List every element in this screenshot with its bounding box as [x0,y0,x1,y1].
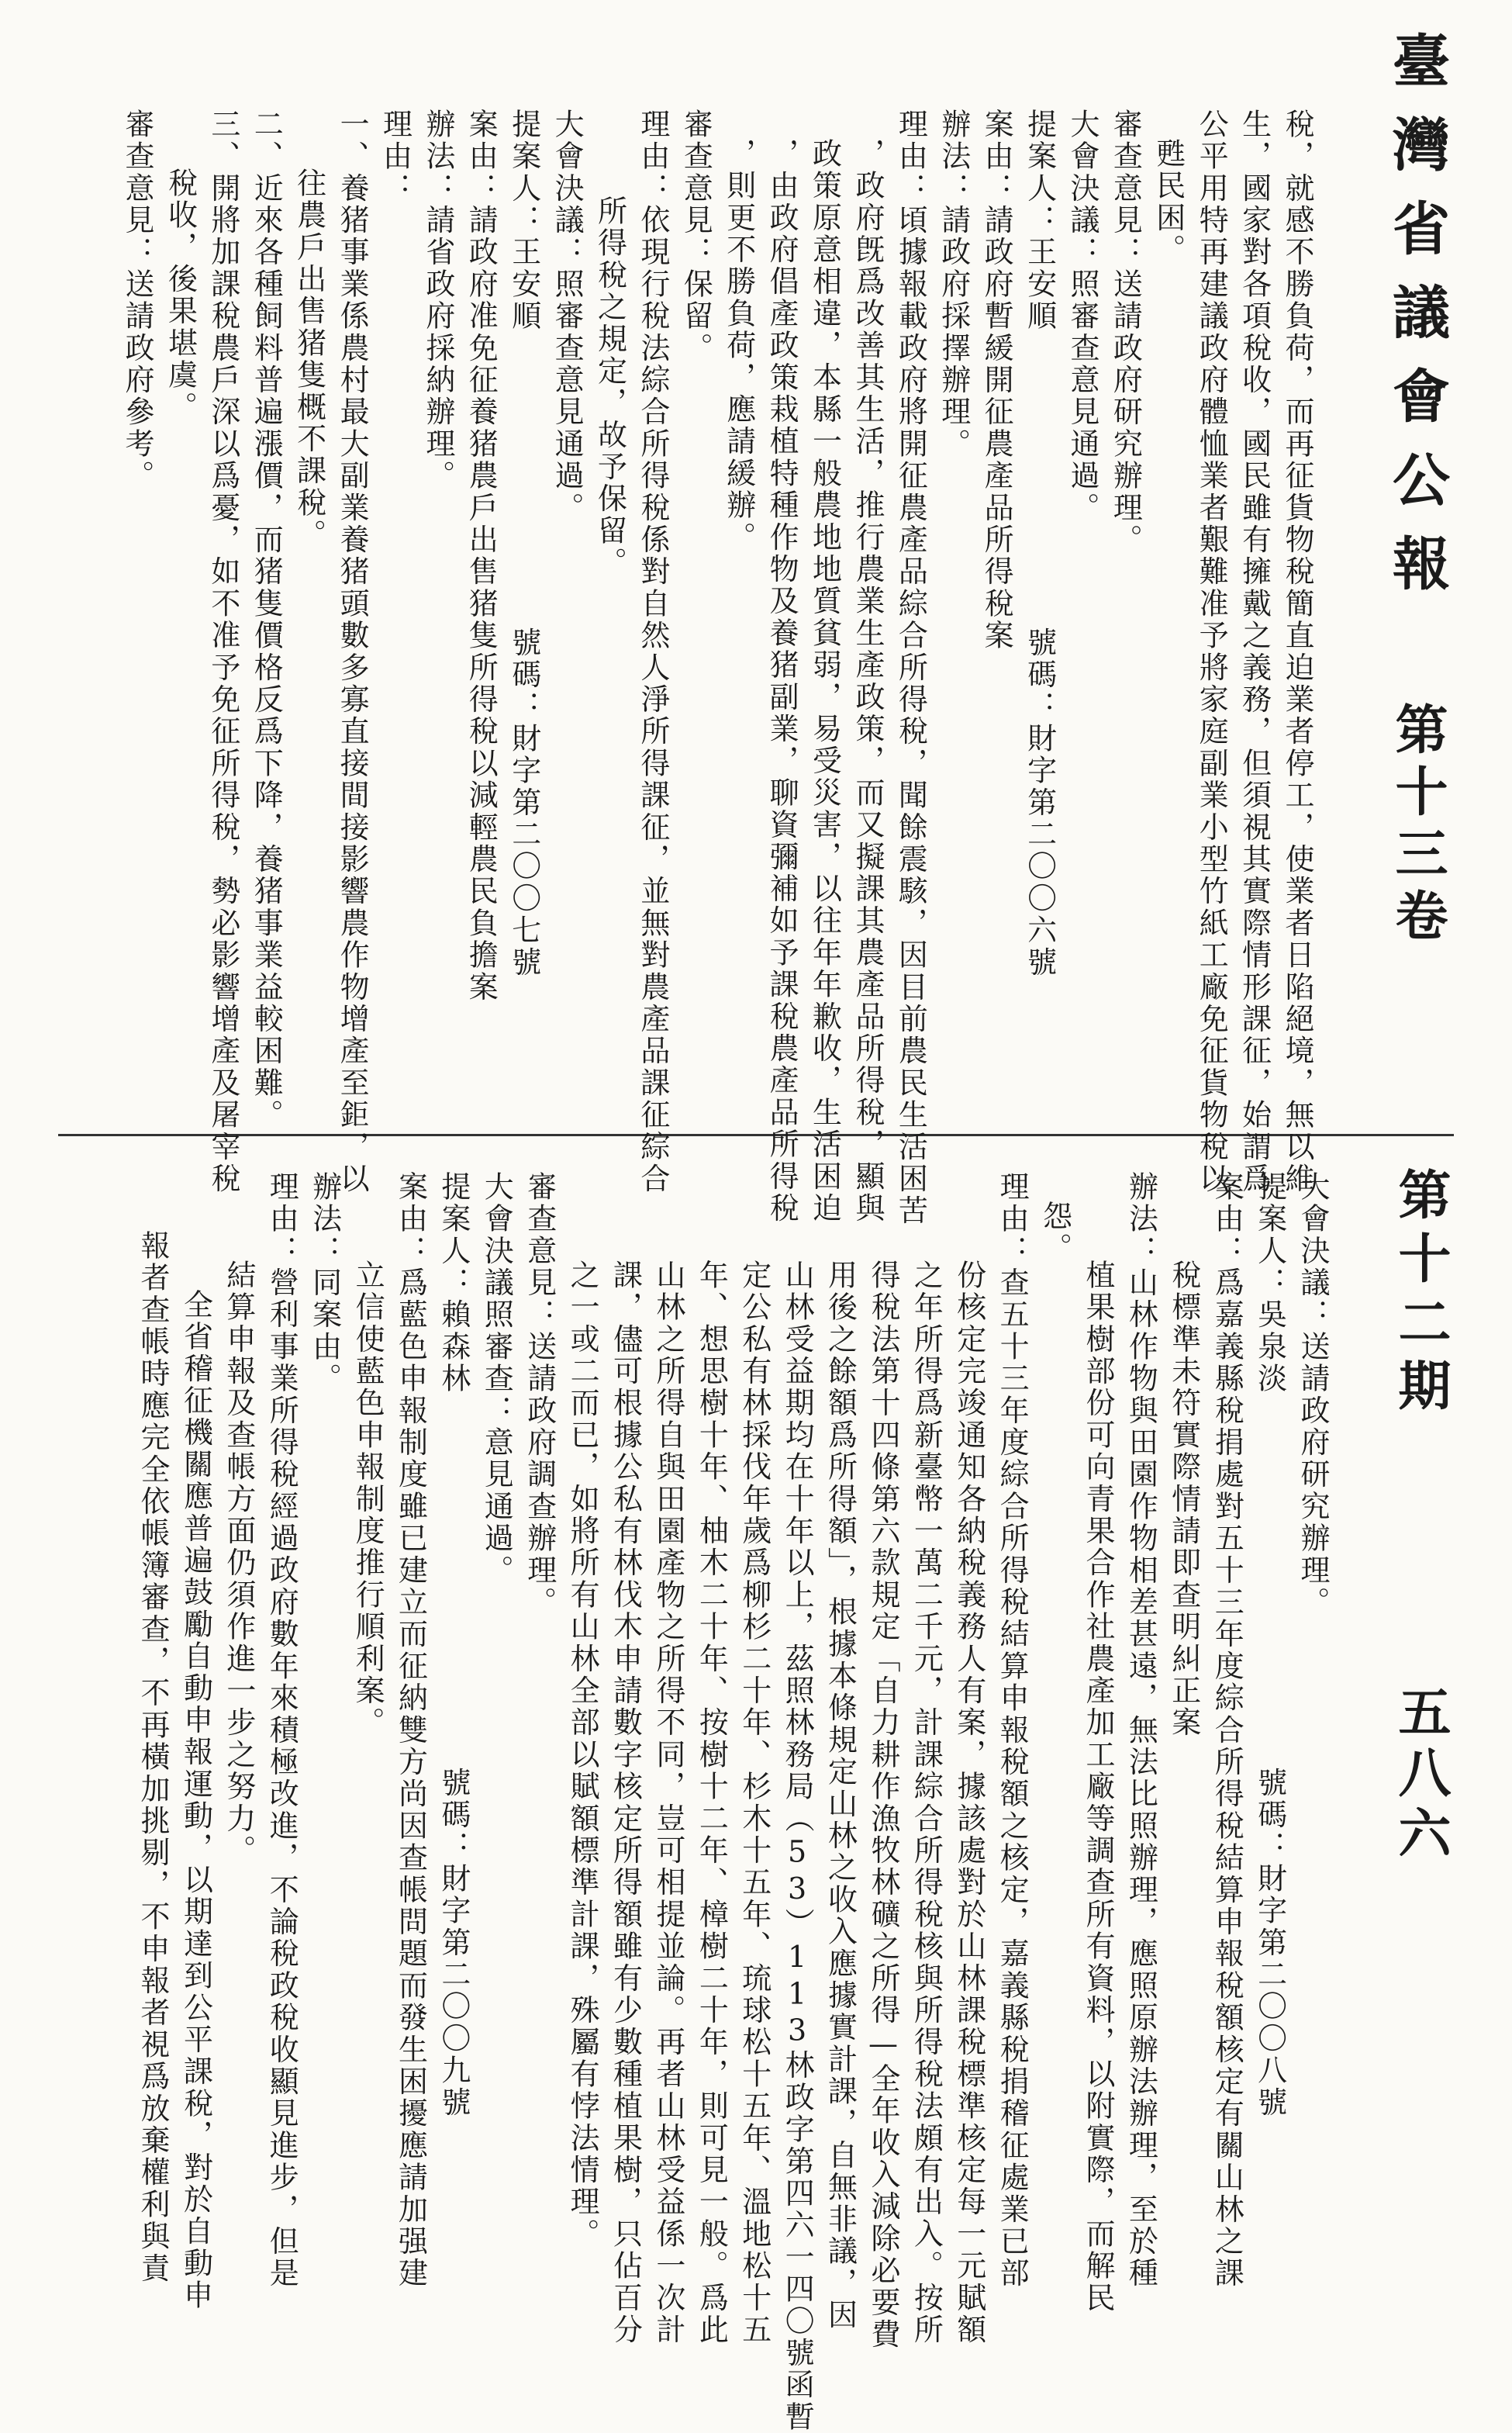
text-line: 案由：爲藍色申報制度雖已建立而征納雙方尚因查帳問題而發生困擾應請加强建 [393,1171,428,2290]
proposer: 提案人：吳泉淡 [1252,1171,1287,1395]
text-line: 植果樹部份可向青果合作社農產加工廠等調查所有資料，以附實際，而解民 [1080,1260,1115,2314]
text-line: 理由：依現行稅法綜合所得稅係對自然人淨所得課征，並無對農產品課征綜合 [635,109,670,1195]
text-line: ，則更不勝負荷，應請緩辦。 [721,138,756,554]
text-line: 審查意見：送請政府調查辦理。 [522,1171,557,1619]
text-line: 政策原意相違，本縣一般農地地質貧弱，易受災害，以往年年歉收，生活困迫 [807,138,842,1225]
text-line: 份核定完竣通知各納稅義務人有案，據該處對於山林課稅標準核定每一元賦額 [951,1260,986,2346]
proposer: 提案人：王安順 [506,109,541,333]
gazette-title: 臺灣省議會公報 [1383,31,1450,617]
case-number: 號碼：財字第二〇〇九號 [436,1767,471,2119]
text-line: 一、養猪事業係農村最大副業養猪頭數多寡直接間接影響農作物增產至鉅，以 [335,109,370,1195]
text-line: 二、近來各種飼料普遍漲價，而猪隻價格反爲下降，養猪事業益較困難。 [249,109,284,1132]
proposer: 提案人：王安順 [1022,109,1057,333]
text-line: 大會決議：照審查意見通過。 [1065,109,1099,524]
page-number: 五八六 [1389,1685,1451,1866]
top-text-block [39,109,1318,1227]
text-line: 辦法：請省政府採納辦理。 [420,109,455,492]
text-line: 理由：營利事業所得稅經過政府數年來積極改進，不論稅政稅收顯見進步，但是 [264,1171,299,2290]
text-line: 結算申報及查帳方面仍須作進一步之努力。 [221,1260,256,1867]
text-line: 所得稅之規定，故予保留。 [592,195,627,579]
bottom-text-block [39,1171,1334,2433]
case-number: 號碼：財字第二〇〇七號 [506,627,541,979]
text-line: 審查意見：送請政府研究辦理。 [1108,109,1143,556]
text-line: 往農戶出售猪隻概不課稅。 [292,168,326,551]
text-line: 理由：查五十三年度綜合所得稅結算申報稅額之核定，嘉義縣稅捐稽征處業已部 [995,1171,1030,2290]
proposer: 提案人：賴森林 [436,1171,471,1395]
text-line: ，政府旣爲改善其生活，推行農業生產政策，而又擬課其農產品所得稅，顯與 [850,138,885,1225]
issue-number: 第十二期 [1389,1167,1451,1422]
text-line: 辦法：同案由。 [307,1171,342,1395]
case-number: 號碼：財字第二〇〇八號 [1252,1767,1287,2119]
text-line: 立信使藍色申報制度推行順利案。 [350,1260,385,1739]
text-line: 大會決議：送請政府研究辦理。 [1296,1171,1330,1619]
text-line: 案由：爲嘉義縣稅捐處對五十三年度綜合所得稅結算申報稅額核定有關山林之課 [1210,1171,1244,2290]
text-line: 甦民困。 [1151,138,1186,266]
text-line: 案由：請政府准免征養猪農戶出售猪隻所得稅以減輕農民負擔案 [464,109,499,1004]
text-line: 報者查帳時應完全依帳簿審查，不再橫加挑剔，不申報者視爲放棄權利與責 [136,1230,171,2285]
text-line: 審查意見：送請政府參考。 [120,109,155,492]
proposal-line [431,1171,474,2218]
text-line: 山林之所得自與田園產物之所得不同，豈可相提並論。再者山林受益係一次計 [651,1260,685,2346]
text-line: 三、開將加課稅農戶深以爲憂，如不准予免征所得稅，勢必影響增產及屠宰稅 [205,109,240,1195]
text-line: 山林受益期均在十年以上，茲照林務局（53）113林政字第四六一四〇號函暫 [780,1260,815,2433]
text-line: 生，國家對各項稅收，國民雖有擁戴之義務，但須視其實際情形課征，始謂爲 [1237,109,1272,1195]
text-line: 用後之餘額爲所得額」，根據本條規定山林之收入應據實計課，自無非議，因 [823,1260,858,2331]
text-line: 定公私有林採伐年歲爲柳杉二十年、杉木十五年、琉球松十五年、溫地松十五 [737,1260,772,2346]
proposal-line [1248,1171,1290,2218]
proposal-line [1017,109,1060,1117]
proposal-line [502,109,544,1117]
text-line: 之年所得爲新臺幣一萬二千元，計課綜合所得稅核與所得稅法頗有出入。按所 [909,1260,944,2346]
text-line: 得稅法第十四條第六款規定「自力耕作漁牧林礦之所得—全年收入減除必要費 [865,1260,900,2351]
text-line: 理由：頃據報載政府將開征農產品綜合所得稅，聞餘震駭，因目前農民生活困苦 [893,109,928,1227]
text-line: 理由： [378,109,413,205]
text-line: 怨。 [1037,1201,1072,1265]
masthead [1349,31,1458,1140]
text-line: 大會決議：照審查意見通過。 [550,109,585,524]
text-line: 稅，就感不勝負荷，而再征貨物稅簡直迫業者停工，使業者日陷絕境，無以維 [1280,109,1314,1195]
text-line: 審查意見：保留。 [678,109,713,365]
text-line: 之一或二而已，如將所有山林全部以賦額標準計課，殊屬有悖法情理。 [565,1260,600,2251]
text-line: 稅收，後果堪虞。 [163,168,198,423]
text-line: 稅標準未符實際情請即查明糾正案 [1166,1260,1201,1739]
text-line: 大會決議照審查：意見通過。 [479,1171,514,1587]
text-line: 辦法：山林作物與田園作物相差甚遠，無法比照辦理，應照原辦法辦理，至於種 [1124,1171,1158,2290]
text-line: 課，儘可根據公私有林伐木申請數字核定所得額雖有少數種植果樹，只佔百分 [608,1260,643,2346]
text-line: 案由：請政府暫緩開征農產品所得稅案 [979,109,1014,652]
text-line: 公平用特再建議政府體恤業者艱難准予將家庭副業小型竹紙工廠免征貨物稅以 [1194,109,1229,1195]
case-number: 號碼：財字第二〇〇六號 [1022,627,1057,979]
text-line: 年、想思樹十年、柚木二十年、按樹十二年、樟樹二十年，則可見一般。爲此 [694,1260,729,2346]
text-line: 全省稽征機關應普遍鼓勵自動申報運動，以期達到公平課稅，對於自動申 [178,1289,213,2312]
issue-header [1349,1167,1458,2222]
text-line: ，由政府倡產政策栽植特種作物及養猪副業，聊資彌補如予課稅農產品所得稅 [765,138,799,1225]
volume-number: 第十三卷 [1386,702,1448,950]
text-line: 辦法：請政府採擇辦理。 [936,109,971,461]
